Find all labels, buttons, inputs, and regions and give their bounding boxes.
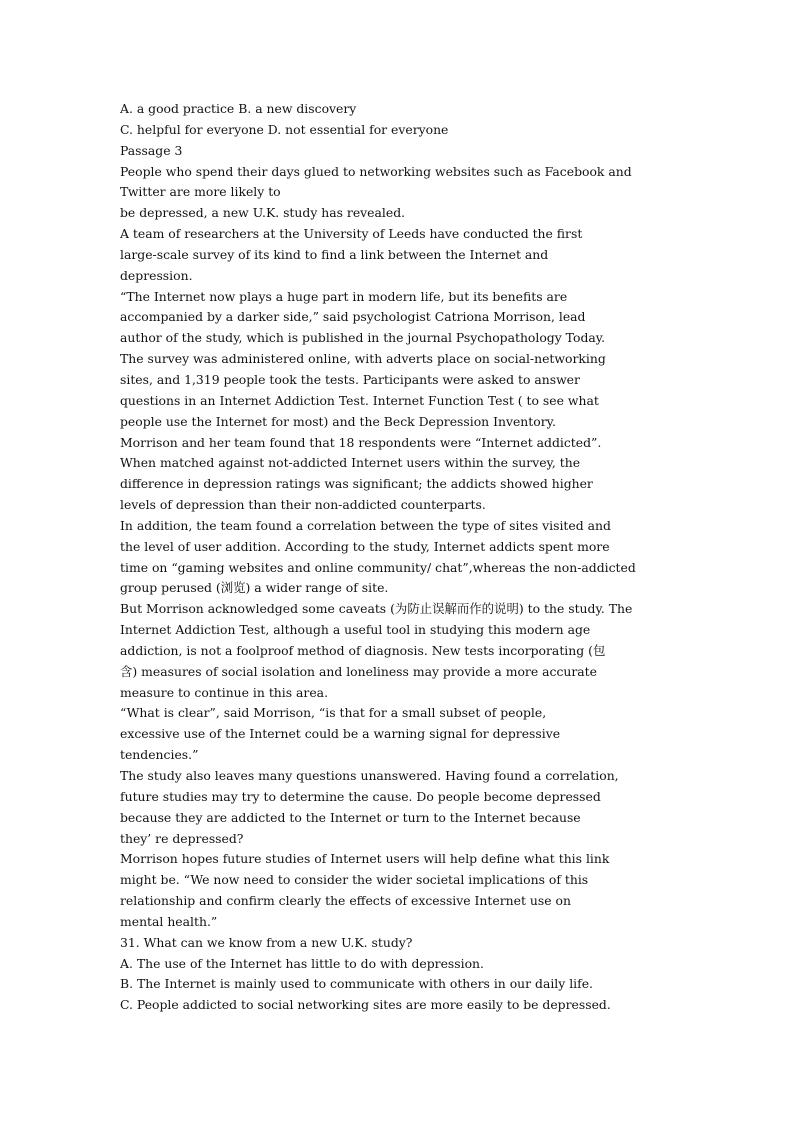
text-line: the level of user addition. According to the study, Internet addicts spent more — [120, 538, 610, 554]
text-line: addiction, is not a foolproof method of diagnosis. New tests incorporating (包 — [120, 642, 606, 658]
text-line: tendencies.” — [120, 747, 199, 763]
text-line: relationship and confirm clearly the effects of excessive Internet use on — [120, 893, 571, 909]
text-line: Twitter are more likely to — [120, 184, 281, 200]
text-line: they’ re depressed? — [120, 830, 244, 846]
question-31-option-b: B. The Internet is mainly used to communicate with others in our daily life. — [120, 976, 593, 992]
text-line: levels of depression than their non-addicted counterparts. — [120, 497, 486, 513]
text-line: But Morrison acknowledged some caveats (为防止误解而作的说明) to the study. The — [120, 601, 633, 617]
text-line: sites, and 1,319 people took the tests. Participants were asked to answer — [120, 371, 580, 387]
text-line: “What is clear”, said Morrison, “is that for a small subset of people, — [120, 705, 547, 721]
text-line: future studies may try to determine the cause. Do people become depressed — [120, 788, 601, 804]
question-31-option-c: C. People addicted to social networking sites are more easily to be depressed. — [120, 997, 611, 1013]
text-line: The survey was administered online, with adverts place on social-networking — [120, 351, 606, 367]
text-line: In addition, the team found a correlation between the type of sites visited and — [120, 517, 611, 533]
text-line: excessive use of the Internet could be a warning signal for depressive — [120, 726, 561, 742]
option-line-cd: C. helpful for everyone D. not essential for everyone — [120, 121, 449, 137]
text-line: difference in depression ratings was significant; the addicts showed higher — [120, 476, 593, 492]
text-line: people use the Internet for most) and the Beck Depression Inventory. — [120, 413, 556, 429]
text-line: depression. — [120, 267, 193, 283]
text-line: People who spend their days glued to networking websites such as Facebook and — [120, 163, 632, 179]
text-line: be depressed, a new U.K. study has revealed. — [120, 205, 406, 221]
question-31: 31. What can we know from a new U.K. study? — [120, 934, 413, 950]
text-line: When matched against not-addicted Internet users within the survey, the — [120, 455, 581, 471]
document-body — [120, 99, 680, 1016]
text-line: 含) measures of social isolation and loneliness may provide a more accurate — [120, 663, 597, 679]
text-line: accompanied by a darker side,” said psychologist Catriona Morrison, lead — [120, 309, 586, 325]
text-line: Internet Addiction Test, although a useful tool in studying this modern age — [120, 622, 591, 638]
text-line: might be. “We now need to consider the wider societal implications of this — [120, 872, 589, 888]
text-line: large-scale survey of its kind to find a link between the Internet and — [120, 246, 549, 262]
text-line: time on “gaming websites and online community/ chat”,whereas the non-addicted — [120, 559, 636, 575]
text-line: measure to continue in this area. — [120, 684, 329, 700]
text-line: group perused (浏览) a wider range of site. — [120, 580, 389, 596]
text-line: Morrison hopes future studies of Internet users will help define what this link — [120, 851, 610, 867]
option-line-ab: A. a good practice B. a new discovery — [120, 101, 357, 116]
text-line: Morrison and her team found that 18 respondents were “Internet addicted”. — [120, 434, 602, 450]
question-31-option-a: A. The use of the Internet has little to do with depression. — [120, 955, 484, 971]
text-line: “The Internet now plays a huge part in modern life, but its benefits are — [120, 288, 568, 304]
passage-heading: Passage 3 — [120, 142, 183, 158]
text-line: questions in an Internet Addiction Test. Internet Function Test ( to see what — [120, 392, 599, 408]
text-line: because they are addicted to the Internet or turn to the Internet because — [120, 809, 581, 825]
text-line: mental health.” — [120, 913, 218, 929]
text-line: author of the study, which is published in the journal Psychopathology Today. — [120, 330, 606, 346]
text-line: The study also leaves many questions unanswered. Having found a correlation, — [120, 768, 619, 783]
text-line: A team of researchers at the University of Leeds have conducted the first — [120, 226, 583, 242]
